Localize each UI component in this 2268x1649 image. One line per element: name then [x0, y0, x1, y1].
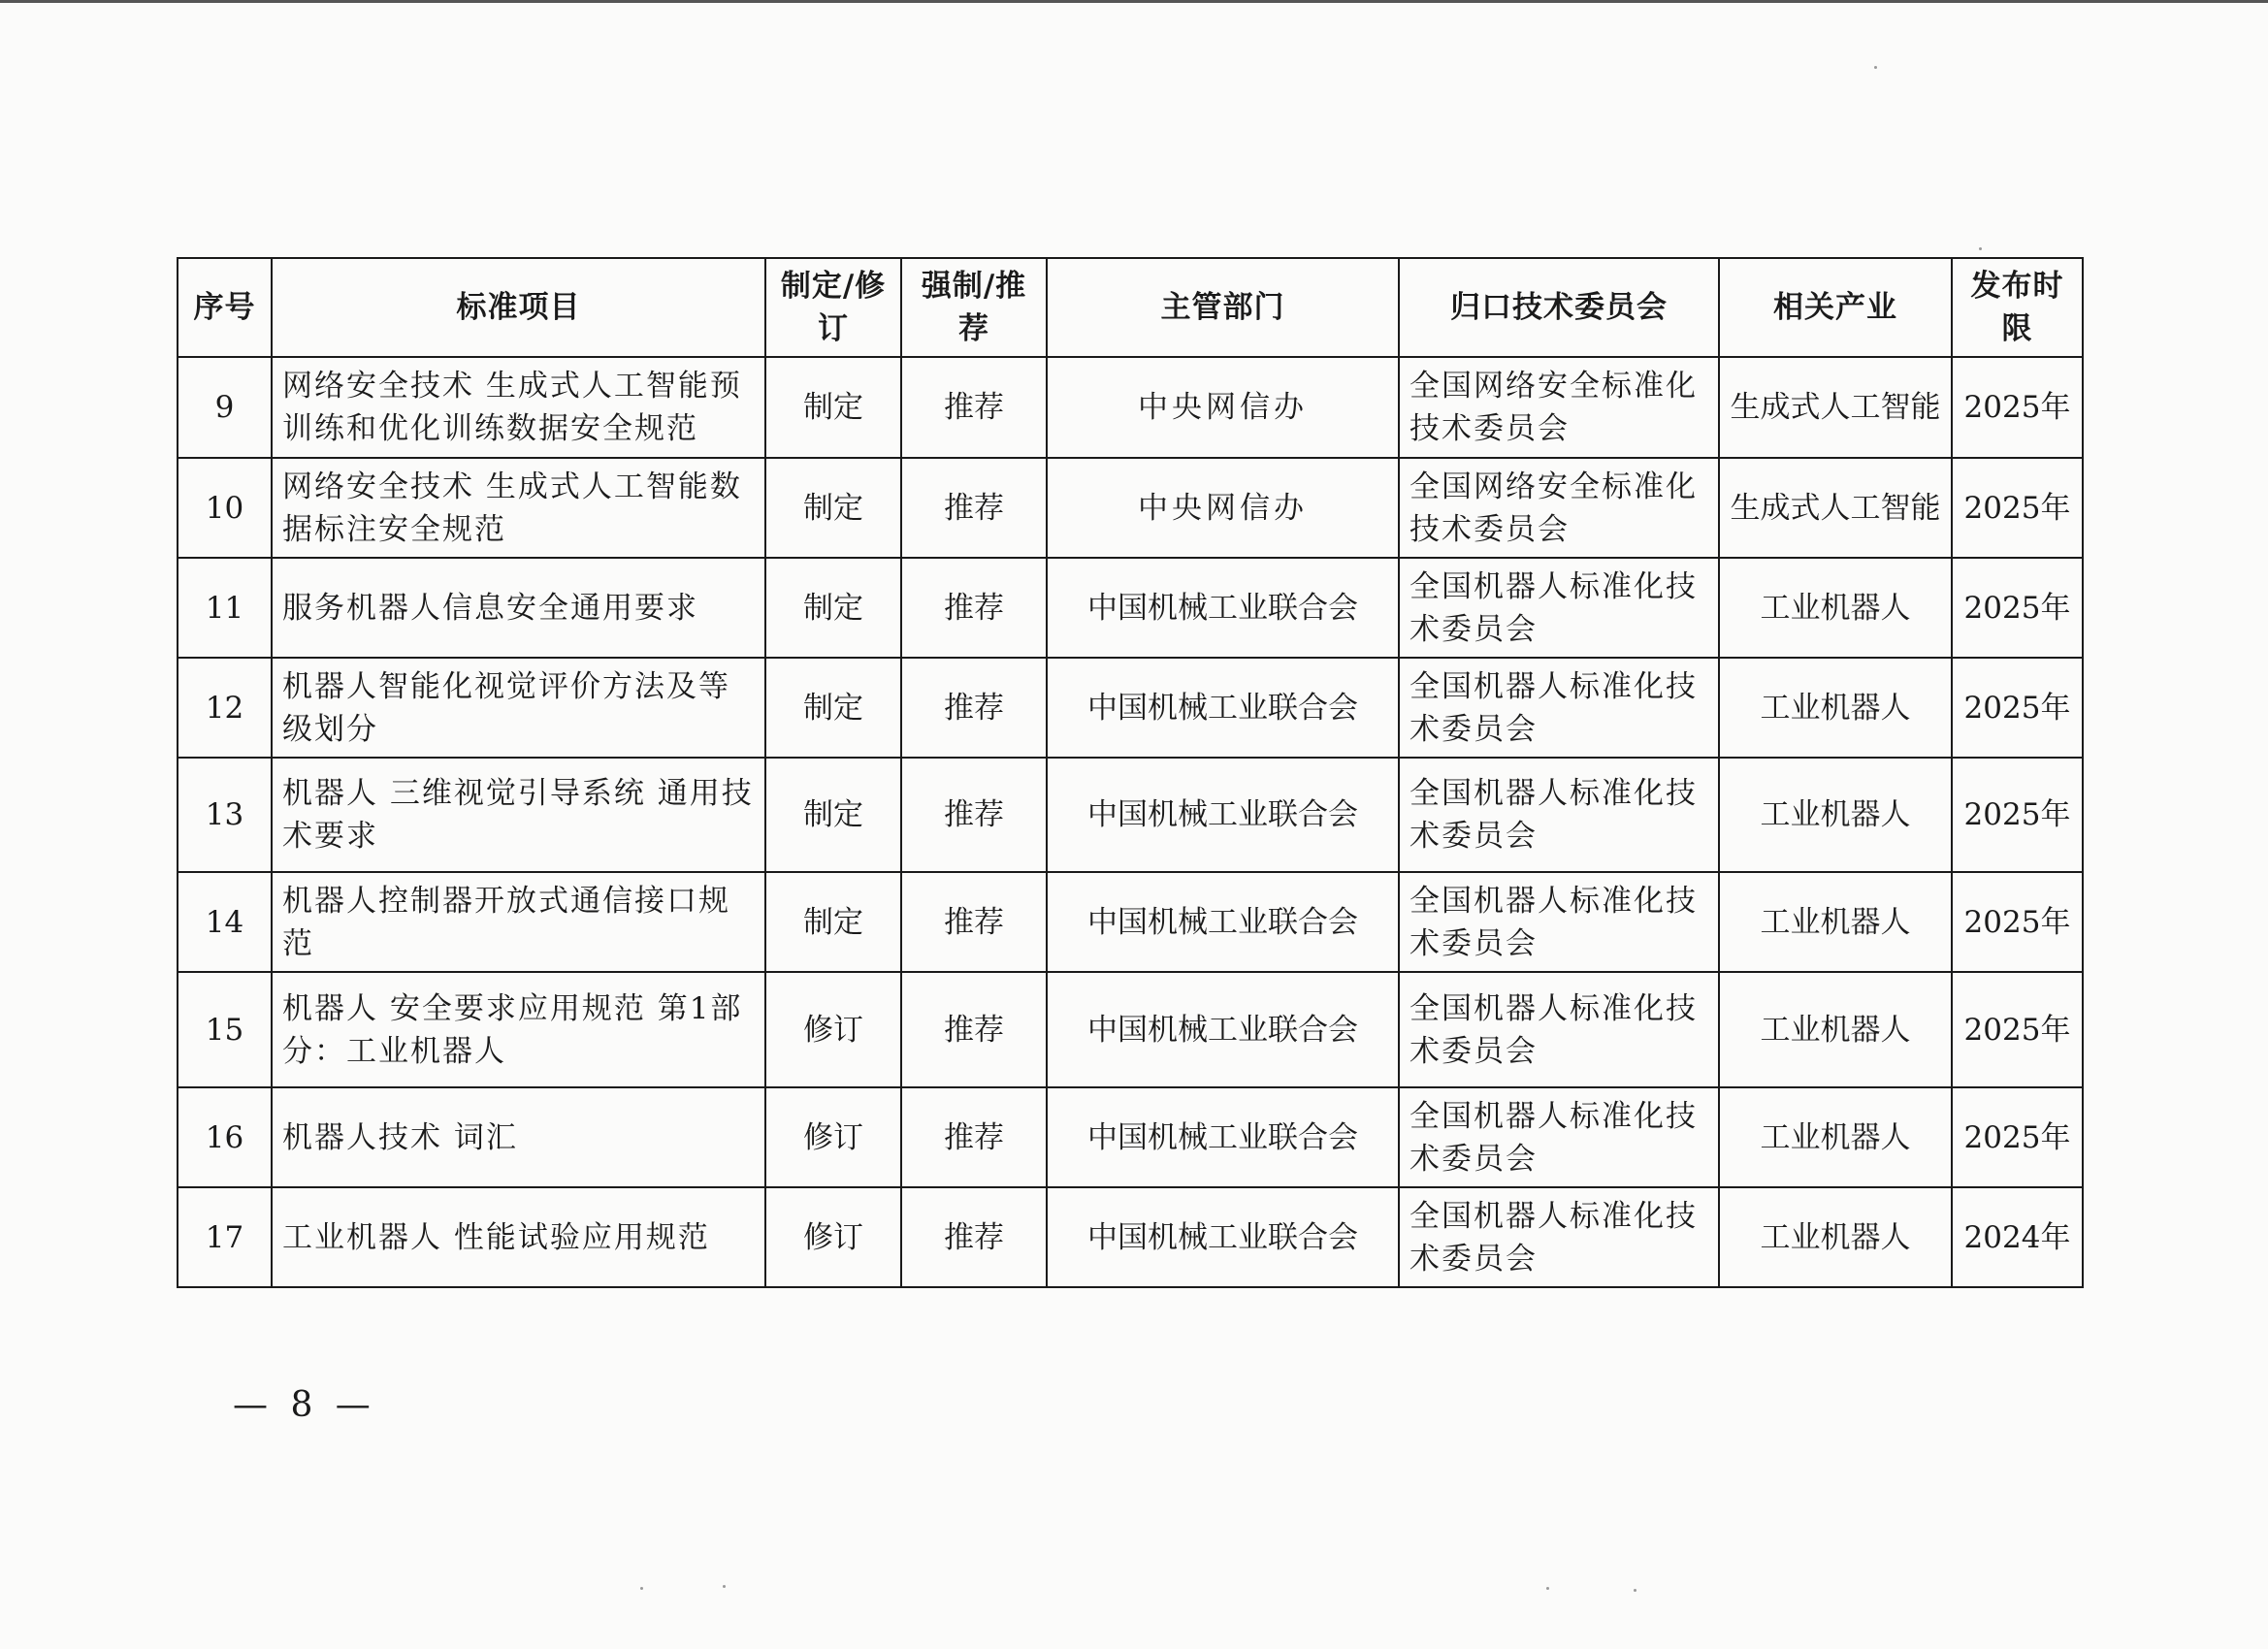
cell-mandatory-recommended: 推荐 — [901, 357, 1047, 458]
cell-serial-number: 14 — [178, 872, 272, 972]
cell-technical-committee: 全国网络安全标准化技术委员会 — [1399, 458, 1719, 558]
cell-serial-number: 12 — [178, 658, 272, 758]
cell-mandatory-recommended: 推荐 — [901, 758, 1047, 872]
header-competent-department: 主管部门 — [1047, 258, 1399, 357]
page-top-edge — [0, 0, 2268, 3]
cell-related-industry: 工业机器人 — [1719, 872, 1952, 972]
cell-serial-number: 9 — [178, 357, 272, 458]
cell-formulate-revise: 制定 — [765, 758, 901, 872]
cell-related-industry: 工业机器人 — [1719, 758, 1952, 872]
cell-technical-committee: 全国机器人标准化技术委员会 — [1399, 558, 1719, 658]
cell-competent-department: 中国机械工业联合会 — [1047, 1087, 1399, 1187]
header-formulate-revise: 制定/修订 — [765, 258, 901, 357]
cell-competent-department: 中国机械工业联合会 — [1047, 1187, 1399, 1287]
cell-serial-number: 16 — [178, 1087, 272, 1187]
scan-speck — [723, 1585, 726, 1588]
table-row — [178, 872, 2083, 972]
cell-technical-committee: 全国机器人标准化技术委员会 — [1399, 758, 1719, 872]
cell-technical-committee: 全国机器人标准化技术委员会 — [1399, 872, 1719, 972]
cell-standard-item: 网络安全技术 生成式人工智能预训练和优化训练数据安全规范 — [272, 357, 765, 458]
cell-mandatory-recommended: 推荐 — [901, 658, 1047, 758]
cell-formulate-revise: 修订 — [765, 1187, 901, 1287]
cell-serial-number: 13 — [178, 758, 272, 872]
cell-release-deadline: 2025年 — [1952, 658, 2083, 758]
cell-competent-department: 中国机械工业联合会 — [1047, 972, 1399, 1087]
header-release-deadline: 发布时限 — [1952, 258, 2083, 357]
cell-release-deadline: 2025年 — [1952, 758, 2083, 872]
table-row — [178, 1087, 2083, 1187]
table-row — [178, 458, 2083, 558]
cell-formulate-revise: 制定 — [765, 558, 901, 658]
table-header-row — [178, 258, 2083, 357]
cell-standard-item: 工业机器人 性能试验应用规范 — [272, 1187, 765, 1287]
cell-technical-committee: 全国机器人标准化技术委员会 — [1399, 1087, 1719, 1187]
cell-mandatory-recommended: 推荐 — [901, 972, 1047, 1087]
standards-table-container — [177, 257, 2084, 1288]
cell-mandatory-recommended: 推荐 — [901, 1187, 1047, 1287]
cell-technical-committee: 全国网络安全标准化技术委员会 — [1399, 357, 1719, 458]
cell-related-industry: 工业机器人 — [1719, 1087, 1952, 1187]
cell-related-industry: 工业机器人 — [1719, 972, 1952, 1087]
cell-formulate-revise: 制定 — [765, 658, 901, 758]
cell-standard-item: 机器人 三维视觉引导系统 通用技术要求 — [272, 758, 765, 872]
cell-competent-department: 中国机械工业联合会 — [1047, 558, 1399, 658]
cell-serial-number: 17 — [178, 1187, 272, 1287]
cell-related-industry: 生成式人工智能 — [1719, 458, 1952, 558]
cell-serial-number: 15 — [178, 972, 272, 1087]
cell-serial-number: 11 — [178, 558, 272, 658]
cell-formulate-revise: 制定 — [765, 357, 901, 458]
header-related-industry: 相关产业 — [1719, 258, 1952, 357]
cell-related-industry: 工业机器人 — [1719, 658, 1952, 758]
cell-competent-department: 中国机械工业联合会 — [1047, 658, 1399, 758]
table-row — [178, 658, 2083, 758]
cell-release-deadline: 2025年 — [1952, 1087, 2083, 1187]
cell-standard-item: 网络安全技术 生成式人工智能数据标注安全规范 — [272, 458, 765, 558]
cell-competent-department: 中央网信办 — [1047, 357, 1399, 458]
cell-release-deadline: 2025年 — [1952, 972, 2083, 1087]
cell-related-industry: 工业机器人 — [1719, 558, 1952, 658]
scan-speck — [640, 1587, 643, 1590]
standards-table — [177, 257, 2084, 1288]
cell-standard-item: 机器人智能化视觉评价方法及等级划分 — [272, 658, 765, 758]
header-technical-committee: 归口技术委员会 — [1399, 258, 1719, 357]
cell-related-industry: 生成式人工智能 — [1719, 357, 1952, 458]
cell-serial-number: 10 — [178, 458, 272, 558]
table-row — [178, 558, 2083, 658]
cell-release-deadline: 2025年 — [1952, 458, 2083, 558]
header-mandatory-recommended: 强制/推荐 — [901, 258, 1047, 357]
cell-standard-item: 服务机器人信息安全通用要求 — [272, 558, 765, 658]
cell-competent-department: 中国机械工业联合会 — [1047, 758, 1399, 872]
cell-formulate-revise: 制定 — [765, 458, 901, 558]
cell-formulate-revise: 修订 — [765, 972, 901, 1087]
cell-standard-item: 机器人控制器开放式通信接口规范 — [272, 872, 765, 972]
cell-formulate-revise: 制定 — [765, 872, 901, 972]
cell-competent-department: 中国机械工业联合会 — [1047, 872, 1399, 972]
table-row — [178, 357, 2083, 458]
cell-related-industry: 工业机器人 — [1719, 1187, 1952, 1287]
cell-technical-committee: 全国机器人标准化技术委员会 — [1399, 972, 1719, 1087]
page-number: — 8 — — [233, 1385, 376, 1425]
cell-mandatory-recommended: 推荐 — [901, 1087, 1047, 1187]
table-row — [178, 758, 2083, 872]
scan-speck — [1634, 1589, 1636, 1592]
cell-release-deadline: 2025年 — [1952, 872, 2083, 972]
cell-release-deadline: 2024年 — [1952, 1187, 2083, 1287]
cell-technical-committee: 全国机器人标准化技术委员会 — [1399, 658, 1719, 758]
cell-technical-committee: 全国机器人标准化技术委员会 — [1399, 1187, 1719, 1287]
cell-release-deadline: 2025年 — [1952, 357, 2083, 458]
cell-mandatory-recommended: 推荐 — [901, 872, 1047, 972]
scan-speck — [1979, 247, 1982, 250]
cell-formulate-revise: 修订 — [765, 1087, 901, 1187]
cell-competent-department: 中央网信办 — [1047, 458, 1399, 558]
cell-standard-item: 机器人 安全要求应用规范 第1部分：工业机器人 — [272, 972, 765, 1087]
table-row — [178, 972, 2083, 1087]
cell-mandatory-recommended: 推荐 — [901, 558, 1047, 658]
table-row — [178, 1187, 2083, 1287]
header-serial-number: 序号 — [178, 258, 272, 357]
cell-release-deadline: 2025年 — [1952, 558, 2083, 658]
cell-standard-item: 机器人技术 词汇 — [272, 1087, 765, 1187]
scan-speck — [1546, 1587, 1549, 1590]
scan-speck — [1874, 66, 1877, 69]
header-standard-item: 标准项目 — [272, 258, 765, 357]
cell-mandatory-recommended: 推荐 — [901, 458, 1047, 558]
